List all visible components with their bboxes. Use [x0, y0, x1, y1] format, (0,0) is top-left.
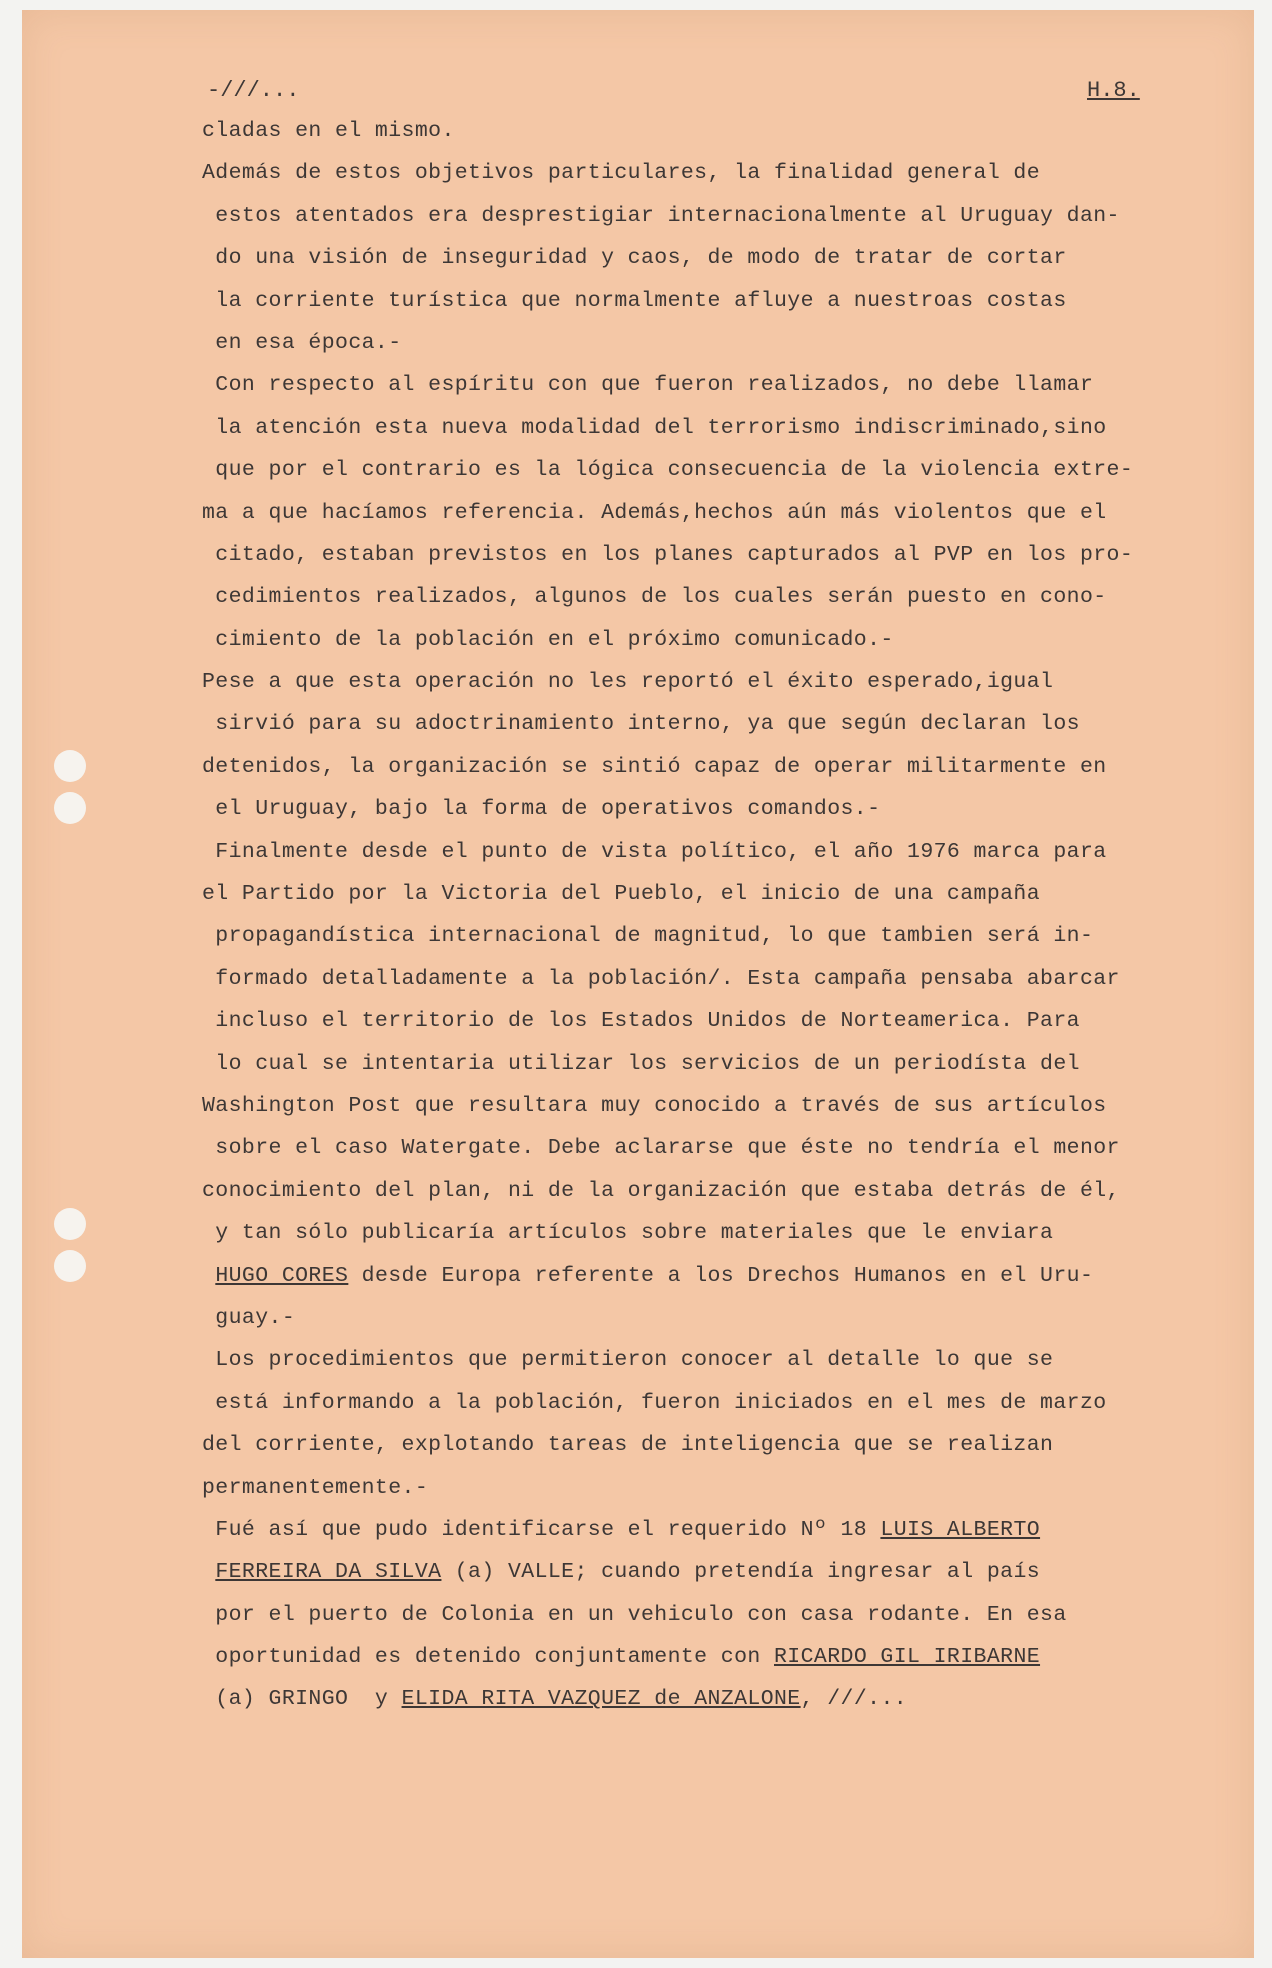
text-line: [202, 1255, 1232, 1297]
underlined-name: ELIDA RITA VAZQUEZ de ANZALONE: [401, 1687, 801, 1712]
text-line: en esa época.-: [202, 330, 402, 355]
text-line: formado detalladamente a la población/. Esta campaña pensaba abarcar: [202, 966, 1120, 991]
text-line: detenidos, la organización se sintió capaz de operar militarmente en: [202, 754, 1107, 779]
text-line: el Uruguay, bajo la forma de operativos comandos.-: [202, 797, 881, 822]
text-line: propagandística internacional de magnitud, lo que tambien será in-: [202, 924, 1094, 949]
text-line: incluso el territorio de los Estados Unidos de Norteamerica. Para: [202, 1009, 1080, 1034]
punch-hole: [54, 1250, 86, 1282]
line-text: desde Europa referente a los Drechos Humanos en el Uru-: [348, 1263, 1094, 1288]
text-line: la atención esta nueva modalidad del terrorismo indiscriminado,sino: [202, 415, 1107, 440]
text-line: Además de estos objetivos particulares, la finalidad general de: [202, 161, 1041, 186]
line-text: (a) VALLE; cuando pretendía ingresar al país: [441, 1560, 1041, 1585]
text-line: cimiento de la población en el próximo comunicado.-: [202, 627, 894, 652]
text-line: citado, estaban previstos en los planes capturados al PVP en los pro-: [202, 542, 1134, 567]
text-line: sobre el caso Watergate. Debe aclararse que éste no tendría el menor: [202, 1136, 1120, 1161]
line-text: oportunidad es detenido conjuntamente con: [202, 1645, 774, 1670]
text-line: la corriente turística que normalmente afluye a nuestroas costas: [202, 288, 1067, 313]
underlined-name: LUIS ALBERTO: [880, 1517, 1041, 1542]
text-line: cedimientos realizados, algunos de los cuales serán puesto en cono-: [202, 585, 1107, 610]
punch-hole: [54, 750, 86, 782]
text-line: [202, 1678, 1232, 1720]
line-text: (a) GRINGO y: [202, 1687, 402, 1712]
underlined-name: RICARDO GIL IRIBARNE: [774, 1645, 1041, 1670]
text-line: cladas en el mismo.: [202, 119, 455, 143]
text-line: por el puerto de Colonia en un vehiculo con casa rodante. En esa: [202, 1602, 1067, 1627]
text-line: [202, 1636, 1232, 1678]
text-line: lo cual se intentaria utilizar los servicios de un periodísta del: [202, 1051, 1080, 1076]
typed-body-text: [202, 110, 1232, 1721]
page-number: H.8.: [1087, 78, 1140, 103]
punch-hole: [54, 792, 86, 824]
text-line: ma a que hacíamos referencia. Además,hechos aún más violentos que el: [202, 500, 1107, 525]
text-line: Pese a que esta operación no les reportó el éxito esperado,igual: [202, 670, 1054, 695]
document-page: [22, 10, 1254, 1958]
text-line: Washington Post que resultara muy conocido a través de sus artículos: [202, 1093, 1107, 1118]
text-line: que por el contrario es la lógica consecuencia de la violencia extre-: [202, 458, 1134, 483]
text-line: está informando a la población, fueron iniciados en el mes de marzo: [202, 1390, 1107, 1415]
underlined-name: FERREIRA DA SILVA: [215, 1560, 442, 1585]
line-text: , ///...: [800, 1687, 908, 1712]
line-text: [202, 1264, 215, 1288]
text-line: estos atentados era desprestigiar internacionalmente al Uruguay dan-: [202, 203, 1120, 228]
text-line: conocimiento del plan, ni de la organización que estaba detrás de él,: [202, 1178, 1120, 1203]
continuation-mark: -///...: [207, 78, 300, 103]
text-line: do una visión de inseguridad y caos, de modo de tratar de cortar: [202, 246, 1067, 271]
underlined-name: HUGO CORES: [215, 1263, 349, 1288]
punch-hole: [54, 1208, 86, 1240]
text-line: y tan sólo publicaría artículos sobre materiales que le enviara: [202, 1221, 1054, 1246]
text-line: guay.-: [202, 1305, 296, 1330]
text-line: Con respecto al espíritu con que fueron realizados, no debe llamar: [202, 373, 1094, 398]
line-text: Fué así que pudo identificarse el requerido Nº 18: [202, 1517, 881, 1542]
line-text: [202, 1560, 215, 1584]
text-line: el Partido por la Victoria del Pueblo, el inicio de una campaña: [202, 882, 1041, 907]
text-line: del corriente, explotando tareas de inteligencia que se realizan: [202, 1433, 1054, 1458]
text-line: Los procedimientos que permitieron conocer al detalle lo que se: [202, 1348, 1054, 1373]
page-header: [22, 78, 1254, 108]
text-line: [202, 1509, 1232, 1551]
text-line: sirvió para su adoctrinamiento interno, ya que según declaran los: [202, 712, 1080, 737]
text-line: [202, 1551, 1232, 1593]
text-line: Finalmente desde el punto de vista político, el año 1976 marca para: [202, 839, 1107, 864]
text-line: permanentemente.-: [202, 1475, 429, 1500]
